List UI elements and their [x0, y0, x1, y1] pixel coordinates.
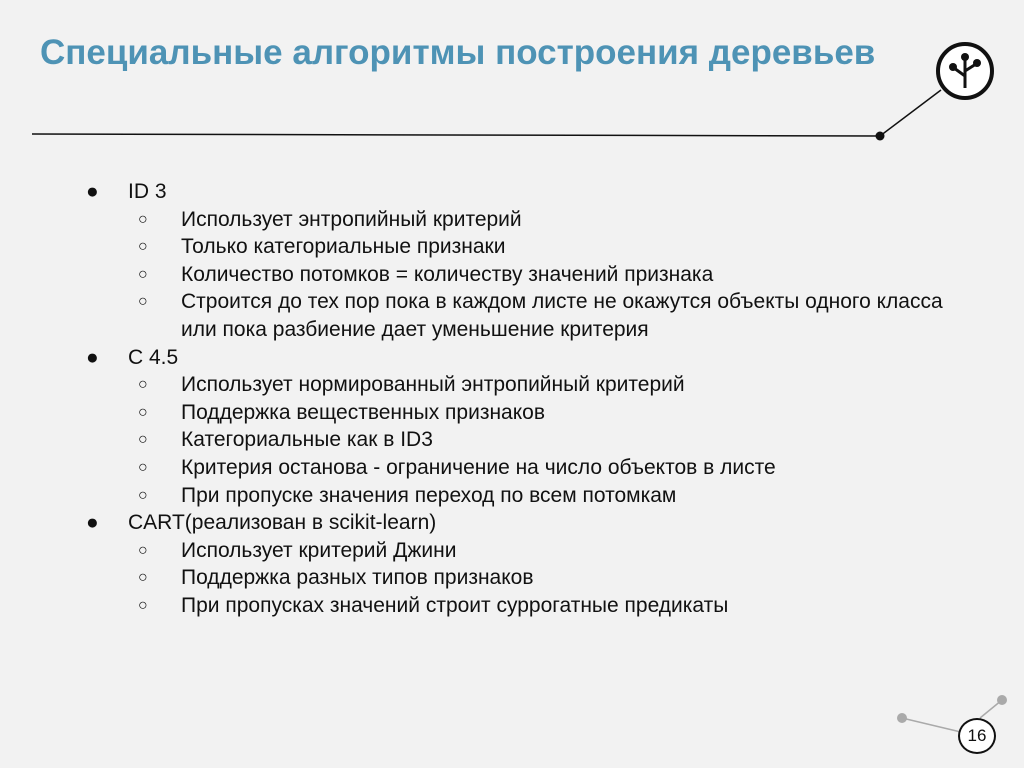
- footer-line-1: [902, 718, 965, 733]
- list-item-label: C 4.5: [128, 345, 179, 369]
- bullet-circle-icon: ○: [138, 596, 148, 614]
- bullet-circle-icon: ○: [138, 403, 148, 421]
- sub-list-item: [80, 233, 960, 261]
- list-item-label: ID 3: [128, 180, 167, 203]
- sub-list-item: [80, 592, 960, 620]
- bullet-circle-icon: ○: [138, 458, 148, 476]
- list-item-id3: [80, 178, 960, 206]
- sub-list-item: [80, 399, 960, 427]
- page-number: 16: [967, 726, 987, 745]
- sub-list-item-label: Строится до тех пор пока в каждом листе не окажутся объекты одного класса или пока разбиение дает уменьшение критерия: [181, 290, 943, 341]
- sub-list-item: [80, 261, 960, 289]
- bullet-circle-icon: ○: [138, 431, 148, 449]
- footer-line-2: [980, 700, 1002, 718]
- sub-list-item: [80, 288, 960, 343]
- bullet-circle-icon: ○: [138, 210, 148, 228]
- sub-list-item-label: Количество потомков = количеству значений признака: [181, 262, 714, 286]
- bullet-circle-icon: ○: [138, 238, 148, 256]
- sub-list-item-label: Поддержка разных типов признаков: [181, 566, 534, 590]
- sub-list-item: [80, 426, 960, 454]
- bullet-dot-icon: ●: [86, 345, 99, 369]
- bullet-circle-icon: ○: [138, 293, 148, 311]
- sub-list-item: [80, 206, 960, 234]
- connector-line: [880, 90, 941, 136]
- sub-list-item: [80, 371, 960, 399]
- sub-list-item: [80, 482, 960, 510]
- bullet-dot-icon: ●: [86, 511, 99, 535]
- bullet-dot-icon: ●: [86, 180, 99, 203]
- footer-dot-left: [897, 713, 907, 723]
- bullet-circle-icon: ○: [138, 569, 148, 587]
- list-item-label: CART(реализован в scikit-learn): [128, 511, 437, 535]
- bullet-circle-icon: ○: [138, 541, 148, 559]
- bullet-circle-icon: ○: [138, 265, 148, 283]
- page-number-badge: [958, 718, 996, 754]
- bullet-circle-icon: ○: [138, 376, 148, 394]
- sub-list-item-label: Использует нормированный энтропийный критерий: [181, 373, 685, 397]
- connector-dot: [876, 132, 885, 141]
- footer-dot-right: [997, 695, 1007, 705]
- sub-list-item-label: Категориальные как в ID3: [181, 428, 433, 452]
- title-underline: [32, 134, 880, 136]
- slide-title: Специальные алгоритмы построения деревьев: [40, 33, 876, 72]
- sub-list-item: [80, 564, 960, 592]
- sub-list-item-label: При пропусках значений строит суррогатные предикаты: [181, 593, 729, 617]
- sub-list-item-label: При пропуске значения переход по всем потомкам: [181, 483, 677, 507]
- sub-list-item: [80, 537, 960, 565]
- list-item-cart: [80, 509, 960, 537]
- sub-list-item: [80, 454, 960, 482]
- sub-list-item-label: Критерия останова - ограничение на число объектов в листе: [181, 455, 776, 479]
- bullet-list: [80, 178, 960, 620]
- sub-list-item-label: Использует энтропийный критерий: [181, 207, 522, 231]
- list-item-c45: [80, 344, 960, 372]
- tree-logo-icon: [934, 40, 996, 102]
- sub-list-item-label: Использует критерий Джини: [181, 538, 457, 562]
- bullet-circle-icon: ○: [138, 486, 148, 504]
- sub-list-item-label: Только категориальные признаки: [181, 235, 506, 259]
- sub-list-item-label: Поддержка вещественных признаков: [181, 400, 545, 424]
